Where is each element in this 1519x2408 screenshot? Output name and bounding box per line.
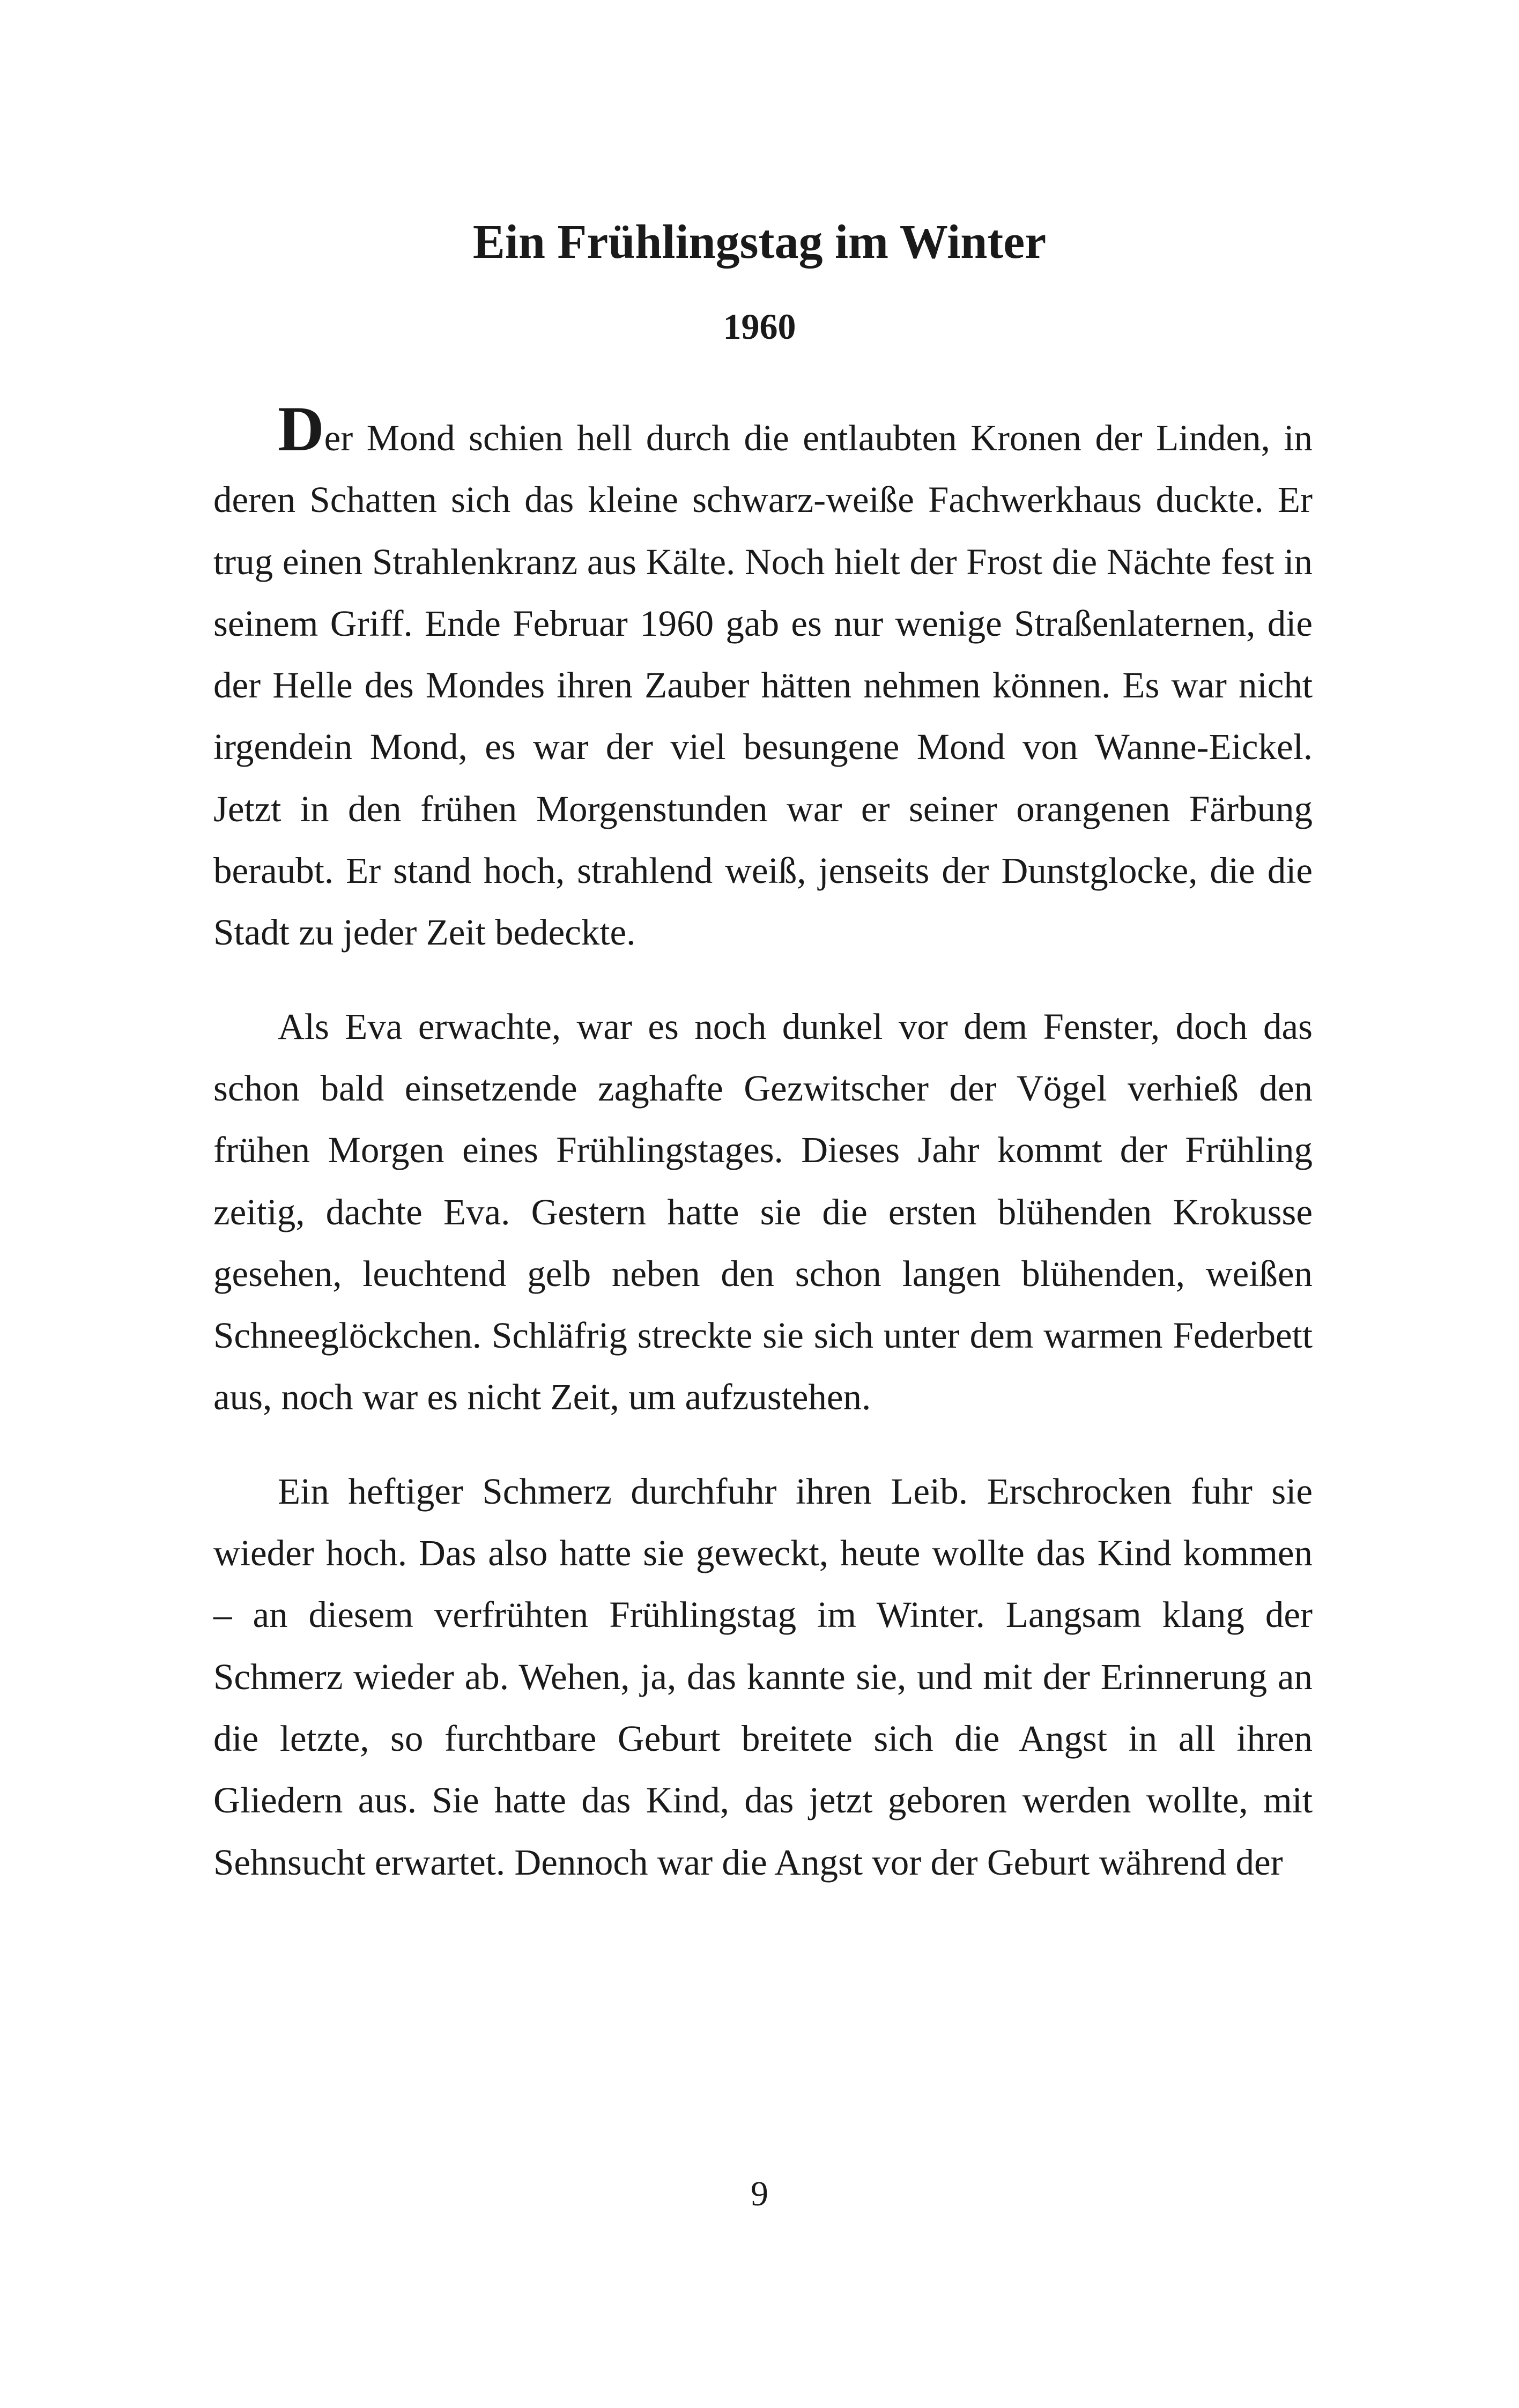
paragraph-1-text: er Mond schien hell durch die entlaubten Kronen der Linden, in deren Schatten sich das kleine schwarz-weiße Fachwerkhaus duckte. Er trug einen Strahlenkranz aus Kälte. Noch hielt der Frost die Nächte fest in seinem Griff. Ende Februar 1960 gab es nur wenige Straßenlaternen, die der Helle des Mondes ihren Zauber hätten nehmen können. Es war nicht irgendein Mond, es war der viel besungene Mond von Wanne-Eickel. Jetzt in den frühen Morgenstunden war er seiner orangenen Färbung beraubt. Er stand hoch, strahlend weiß, jenseits der Dunstglocke, die die Stadt zu jeder Zeit bedeckte. [213,418,1313,953]
paragraph-2: Als Eva erwachte, war es noch dunkel vor dem Fenster, doch das schon bald einsetzende zaghafte Gezwitscher der Vögel verhieß den frühen Morgen eines Frühlingstages. Dieses Jahr kommt der Frühling zeitig, dachte Eva. Gestern hatte sie die ersten blühenden Krokusse gesehen, leuchtend gelb neben den schon langen blühenden, weißen Schneeglöckchen. Schläfrig streckte sie sich unter dem warmen Federbett aus, noch war es nicht Zeit, um aufzustehen. [213,1006,1313,1418]
chapter-year: 1960 [723,306,796,347]
page-number: 9 [751,2174,768,2213]
chapter-title: Ein Frühlingstag im Winter [472,215,1047,269]
paragraph-1 [213,393,1313,964]
drop-cap: D [278,393,324,464]
body-text [213,393,1313,1893]
paragraph-3: Ein heftiger Schmerz durchfuhr ihren Leib. Erschrocken fuhr sie wieder hoch. Das also hatte sie geweckt, heute wollte das Kind kommen – an diesem verfrühten Frühlingstag im Winter. Langsam klang der Schmerz wieder ab. Wehen, ja, das kannte sie, und mit der Erinnerung an die letzte, so furchtbare Geburt breitete sich die Angst in all ihren Gliedern aus. Sie hatte das Kind, das jetzt geboren werden wollte, mit Sehnsucht erwartet. Dennoch war die Angst vor der Geburt während der [213,1470,1313,1883]
